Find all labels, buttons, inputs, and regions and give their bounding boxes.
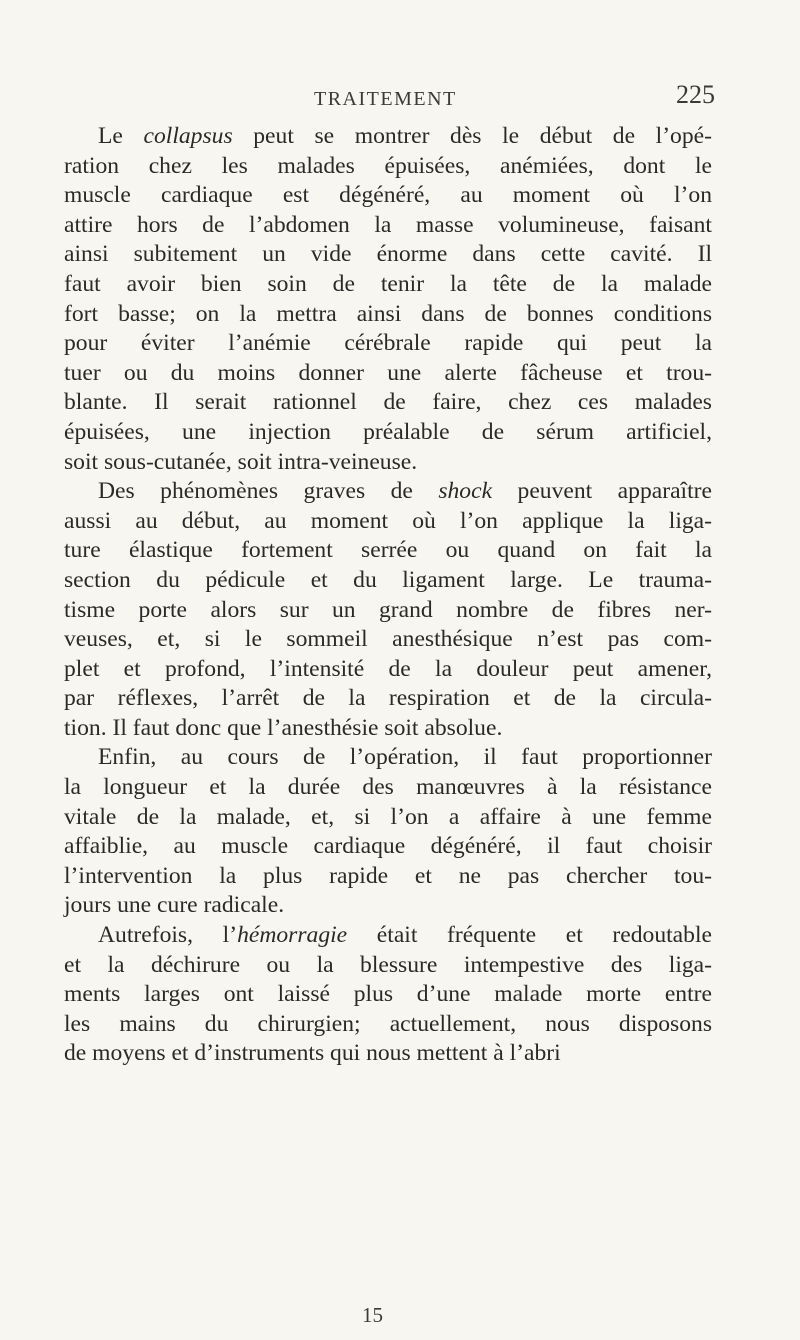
body-text xyxy=(64,122,712,1069)
text-line: ture élastique fortement serrée ou quand on fait la xyxy=(64,537,712,564)
text-line: section du pédicule et du ligament large. Le trauma- xyxy=(64,566,712,593)
italic-term: shock xyxy=(438,478,493,505)
text-fragment: Des phénomènes graves de xyxy=(98,478,439,505)
text-line: attire hors de l’abdomen la masse volumineuse, faisant xyxy=(64,211,712,238)
text-line: ainsi subitement un vide énorme dans cette cavité. Il xyxy=(64,241,712,268)
text-line: tuer ou du moins donner une alerte fâcheuse et trou- xyxy=(64,359,712,386)
text-line: blante. Il serait rationnel de faire, chez ces malades xyxy=(64,389,712,416)
text-line: fort basse; on la mettra ainsi dans de bonnes conditions xyxy=(64,300,712,327)
text-line xyxy=(64,477,712,507)
text-line: les mains du chirurgien; actuellement, nous disposons xyxy=(64,1010,712,1037)
text-line: et la déchirure ou la blessure intempestive des liga- xyxy=(64,951,712,978)
text-line: affaiblie, au muscle cardiaque dégénéré, il faut choisir xyxy=(64,833,712,860)
text-fragment: Le xyxy=(98,123,144,149)
text-fragment: était fréquente et redoutable xyxy=(347,922,712,949)
paragraph xyxy=(64,743,712,921)
text-line: épuisées, une injection préalable de sérum artificiel, xyxy=(64,418,712,445)
text-line: l’intervention la plus rapide et ne pas chercher tou- xyxy=(64,862,712,889)
text-line: aussi au début, au moment où l’on applique la liga- xyxy=(64,507,712,534)
text-line: par réflexes, l’arrêt de la respiration et de la circula- xyxy=(64,685,712,712)
text-line: la longueur et la durée des manœuvres à la résistance xyxy=(64,774,712,801)
text-line: veuses, et, si le sommeil anesthésique n’est pas com- xyxy=(64,626,712,653)
signature-mark: 15 xyxy=(362,1303,383,1327)
text-line: faut avoir bien soin de tenir la tête de la malade xyxy=(64,270,712,297)
text-line: soit sous-cutanée, soit intra-veineuse. xyxy=(64,448,418,475)
paragraph xyxy=(64,921,712,1069)
paragraph xyxy=(64,122,712,477)
text-line: de moyens et d’instruments qui nous mettent à l’abri xyxy=(64,1040,561,1067)
text-fragment: peut se montrer dès le début de l’opé- xyxy=(232,123,712,149)
text-fragment: Autrefois, l’ xyxy=(98,922,238,949)
text-line xyxy=(64,122,712,152)
text-line: ration chez les malades épuisées, anémiées, dont le xyxy=(64,152,712,179)
paragraph xyxy=(64,477,712,743)
italic-term: hémorragie xyxy=(237,922,348,949)
text-line: pour éviter l’anémie cérébrale rapide qui peut la xyxy=(64,330,712,357)
text-line: Enfin, au cours de l’opération, il faut proportionner xyxy=(98,744,712,771)
text-line: muscle cardiaque est dégénéré, au moment où l’on xyxy=(64,182,712,209)
text-line: plet et profond, l’intensité de la douleur peut amener, xyxy=(64,655,712,682)
text-line: vitale de la malade, et, si l’on a affaire à une femme xyxy=(64,803,712,830)
text-line: jours une cure radicale. xyxy=(64,892,285,919)
text-line xyxy=(64,921,712,951)
italic-term: collapsus xyxy=(143,123,233,149)
text-line: ments larges ont laissé plus d’une malade morte entre xyxy=(64,981,712,1008)
page-header xyxy=(0,80,800,116)
page-number: 225 xyxy=(676,80,715,109)
text-fragment: peuvent apparaître xyxy=(492,478,712,505)
running-head: TRAITEMENT xyxy=(314,88,457,110)
text-line: tion. Il faut donc que l’anesthésie soit absolue. xyxy=(64,714,503,741)
text-line: tisme porte alors sur un grand nombre de fibres ner- xyxy=(64,596,712,623)
